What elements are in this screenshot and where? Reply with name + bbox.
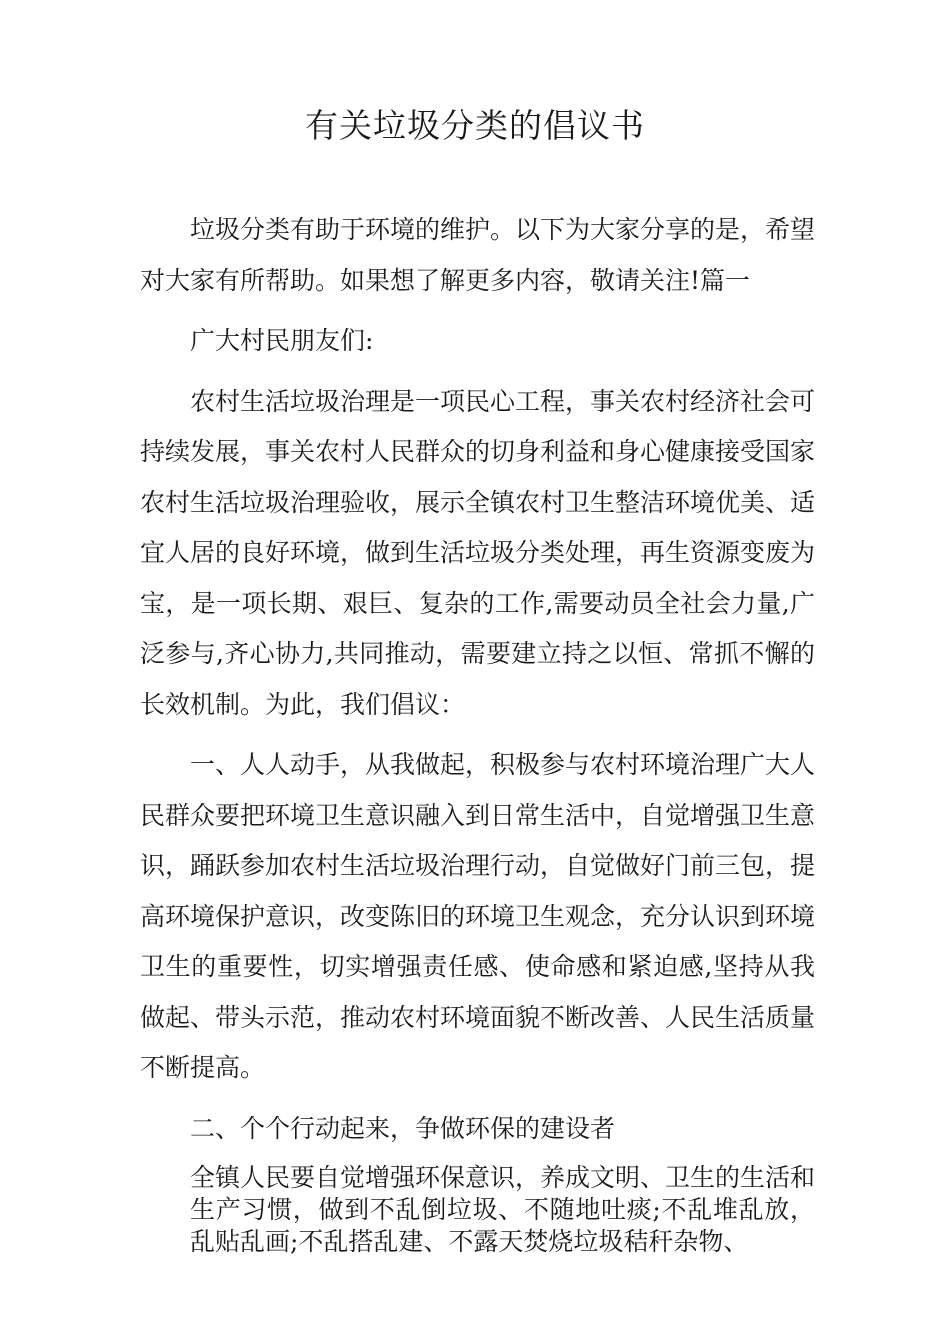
paragraph-proposal-1: 一、人人动手，从我做起，积极参与农村环境治理广大人民群众要把环境卫生意识融入到日常生活中，自觉增强卫生意识，踊跃参加农村生活垃圾治理行动，自觉做好门前三包，提高环境保护意识，改变陈旧的环境卫生观念，充分认识到环境卫生的重要性，切实增强责任感、使命感和紧迫感,坚持从我做起、带头示范，推动农村环境面貌不断改善、人民生活质量不断提高。: [140, 750, 816, 1082]
paragraph-proposal-2-body: 全镇人民要自觉增强环保意识，养成文明、卫生的生活和生产习惯，做到不乱倒垃圾、不随地吐痰;不乱堆乱放，乱贴乱画;不乱搭乱建、不露天焚烧垃圾秸秆杂物、: [190, 1163, 816, 1256]
document-body: [140, 205, 815, 1258]
document-title: 有关垃圾分类的倡议书: [305, 106, 645, 145]
paragraph-intro: 垃圾分类有助于环境的维护。以下为大家分享的是，希望对大家有所帮助。如果想了解更多内容，敬请关注!篇一: [140, 215, 816, 295]
paragraph-salutation: 广大村民朋友们:: [190, 326, 374, 355]
paragraph-proposal-2-heading: 二、个个行动起来，争做环保的建设者: [190, 1113, 616, 1143]
paragraph-background: 农村生活垃圾治理是一项民心工程，事关农村经济社会可持续发展，事关农村人民群众的切身利益和身心健康接受国家农村生活垃圾治理验收，展示全镇农村卫生整洁环境优美、适宜人居的良好环境，做到生活垃圾分类处理，再生资源变废为宝，是一项长期、艰巨、复杂的工作,需要动员全社会力量,广泛参与,齐心协力,共同推动，需要建立持之以恒、常抓不懈的长效机制。为此，我们倡议：: [140, 386, 816, 719]
